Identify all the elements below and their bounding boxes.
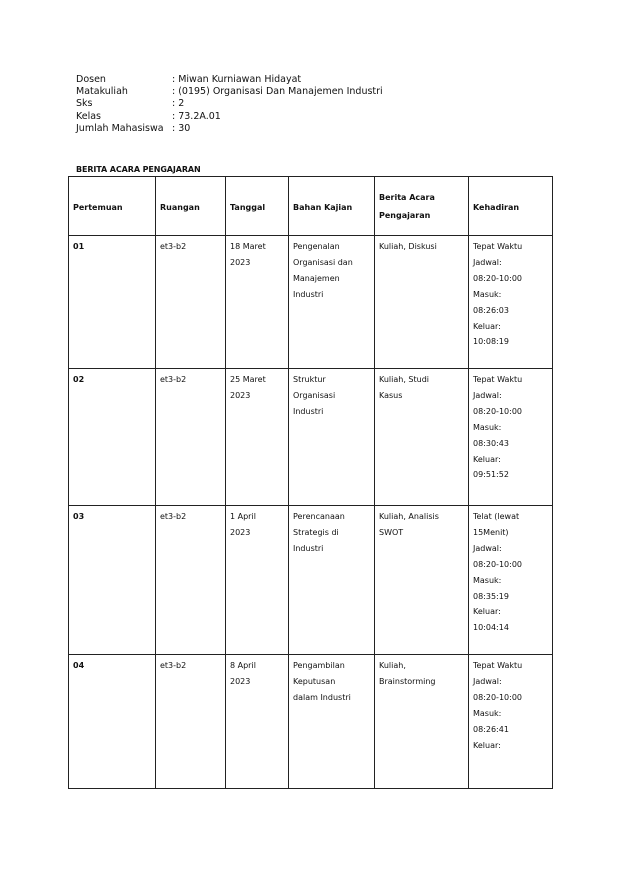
cell-line: 15Menit) xyxy=(473,527,509,537)
cell-kehadiran xyxy=(469,506,553,655)
course-info xyxy=(76,74,383,135)
cell-pertemuan: 04 xyxy=(69,655,156,789)
cell-line: Keluar: xyxy=(473,740,501,750)
cell-line: Kuliah, xyxy=(379,661,406,670)
cell-line: SWOT xyxy=(379,527,404,537)
cell-line: Keluar: xyxy=(473,454,501,464)
cell-line: Kuliah, Diskusi xyxy=(379,242,437,251)
cell-tanggal xyxy=(226,655,289,789)
cell-line: 08:30:43 xyxy=(473,438,509,448)
cell-bahan-kajian xyxy=(289,236,375,369)
info-row-kelas xyxy=(76,111,383,123)
section-title: BERITA ACARA PENGAJARAN xyxy=(76,165,201,174)
cell-berita-acara xyxy=(375,236,469,369)
cell-line: Industri xyxy=(293,289,324,299)
table-row xyxy=(69,369,553,506)
cell-line: 1 April xyxy=(230,512,256,521)
table-row xyxy=(69,506,553,655)
table-row xyxy=(69,236,553,369)
cell-line: Kuliah, Studi xyxy=(379,375,430,384)
cell-tanggal xyxy=(226,236,289,369)
cell-line: Pengenalan xyxy=(293,242,340,251)
cell-line: 08:26:03 xyxy=(473,305,509,315)
info-label: Kelas xyxy=(76,110,102,122)
cell-line: Perencanaan xyxy=(293,512,345,521)
cell-line: Kuliah, Analisis xyxy=(379,512,439,521)
header-bahan-kajian: Bahan Kajian xyxy=(289,177,375,236)
cell-line: Tepat Waktu xyxy=(473,661,523,670)
info-row-matakuliah xyxy=(76,86,383,98)
cell-bahan-kajian xyxy=(289,506,375,655)
cell-line: Telat (lewat xyxy=(473,512,520,521)
cell-pertemuan: 01 xyxy=(69,236,156,369)
berita-acara-table xyxy=(68,176,553,789)
cell-bahan-kajian xyxy=(289,655,375,789)
cell-bahan-kajian xyxy=(289,369,375,506)
cell-tanggal xyxy=(226,369,289,506)
cell-line: Masuk: xyxy=(473,575,502,585)
table-row xyxy=(69,655,553,789)
cell-ruangan: et3-b2 xyxy=(156,236,226,369)
header-tanggal: Tanggal xyxy=(226,177,289,236)
cell-line: Pengambilan xyxy=(293,661,345,670)
cell-line: 18 Maret xyxy=(230,242,266,251)
cell-line: Jadwal: xyxy=(473,390,502,400)
cell-line: Jadwal: xyxy=(473,676,502,686)
cell-line: Jadwal: xyxy=(473,257,502,267)
info-value: : 2 xyxy=(172,98,185,110)
cell-line: 2023 xyxy=(230,390,251,400)
cell-line: Keputusan xyxy=(293,676,336,686)
info-label: Matakuliah xyxy=(76,86,128,98)
cell-line: Brainstorming xyxy=(379,676,436,686)
cell-line: 08:20-10:00 xyxy=(473,559,522,569)
cell-line: Organisasi xyxy=(293,390,336,400)
cell-line: 2023 xyxy=(230,257,251,267)
info-value: : (0195) Organisasi Dan Manajemen Industri xyxy=(172,86,383,98)
header-pertemuan: Pertemuan xyxy=(69,177,156,236)
table-header-row xyxy=(69,177,553,236)
cell-kehadiran xyxy=(469,236,553,369)
info-label: Sks xyxy=(76,98,93,110)
cell-pertemuan: 03 xyxy=(69,506,156,655)
info-row-sks xyxy=(76,98,383,110)
info-value: : 73.2A.01 xyxy=(172,110,221,122)
cell-kehadiran xyxy=(469,655,553,789)
cell-line: Industri xyxy=(293,406,324,416)
cell-line: Masuk: xyxy=(473,422,502,432)
info-row-dosen xyxy=(76,74,383,86)
header-berita-acara xyxy=(375,177,469,236)
cell-line: Kasus xyxy=(379,390,403,400)
cell-line: Tepat Waktu xyxy=(473,375,523,384)
cell-berita-acara xyxy=(375,369,469,506)
cell-line: Struktur xyxy=(293,375,326,384)
cell-line: dalam Industri xyxy=(293,692,351,702)
cell-line: 08:20-10:00 xyxy=(473,692,522,702)
cell-line: Keluar: xyxy=(473,321,501,331)
cell-line: 2023 xyxy=(230,527,251,537)
cell-line: Masuk: xyxy=(473,289,502,299)
cell-line: Strategis di xyxy=(293,527,339,537)
header-kehadiran: Kehadiran xyxy=(469,177,553,236)
cell-line: 08:35:19 xyxy=(473,591,509,601)
cell-ruangan: et3-b2 xyxy=(156,506,226,655)
cell-line: Organisasi dan xyxy=(293,257,353,267)
header-berita-acara-line: Pengajaran xyxy=(379,211,431,220)
header-berita-acara-line: Berita Acara xyxy=(379,193,435,202)
cell-line: 08:20-10:00 xyxy=(473,273,522,283)
cell-line: 08:20-10:00 xyxy=(473,406,522,416)
cell-line: Industri xyxy=(293,543,324,553)
cell-line: 2023 xyxy=(230,676,251,686)
cell-line: 09:51:52 xyxy=(473,470,509,480)
cell-berita-acara xyxy=(375,506,469,655)
cell-line: Tepat Waktu xyxy=(473,242,523,251)
cell-pertemuan: 02 xyxy=(69,369,156,506)
cell-line: 10:08:19 xyxy=(473,337,509,347)
header-ruangan: Ruangan xyxy=(156,177,226,236)
cell-berita-acara xyxy=(375,655,469,789)
info-label: Jumlah Mahasiswa xyxy=(76,122,164,134)
cell-kehadiran xyxy=(469,369,553,506)
info-value: : Miwan Kurniawan Hidayat xyxy=(172,74,302,85)
cell-line: Manajemen xyxy=(293,273,340,283)
cell-tanggal xyxy=(226,506,289,655)
cell-line: Masuk: xyxy=(473,708,502,718)
info-row-jumlah-mahasiswa xyxy=(76,123,383,135)
cell-ruangan: et3-b2 xyxy=(156,655,226,789)
info-label: Dosen xyxy=(76,74,106,85)
cell-line: 08:26:41 xyxy=(473,724,509,734)
cell-line: Jadwal: xyxy=(473,543,502,553)
cell-line: Keluar: xyxy=(473,607,501,617)
cell-line: 8 April xyxy=(230,661,256,670)
cell-line: 10:04:14 xyxy=(473,623,509,633)
cell-line: 25 Maret xyxy=(230,375,266,384)
info-value: : 30 xyxy=(172,122,191,134)
cell-ruangan: et3-b2 xyxy=(156,369,226,506)
